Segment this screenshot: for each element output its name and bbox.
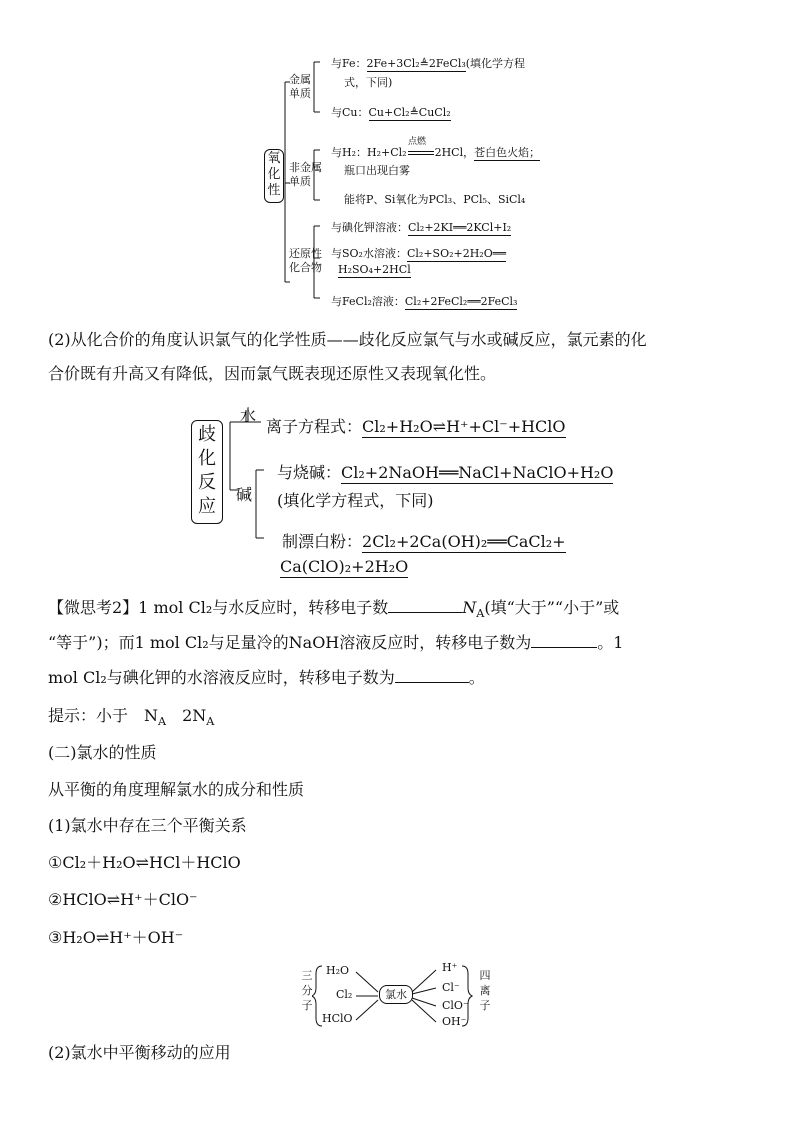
think-line3-text: mol Cl₂与碘化钾的水溶液反应时，转移电子数为 [48,668,395,687]
hint-text: 提示：小于 N [48,706,159,725]
three-molecules-label: 三分子 [301,969,313,1012]
so2-prefix: 与SO₂水溶液： [331,247,407,260]
so2-equation2: H₂SO₄+2HCl [338,263,411,276]
alkali-label: 碱 [236,485,253,504]
molecule-cl2: Cl₂ [336,988,353,1001]
equilibrium-3: ③H₂O⇌H⁺＋OH⁻ [48,928,184,947]
fe-note2: 式，下同) [344,76,393,89]
molecule-h2o: H₂O [326,964,350,977]
ion-line [266,414,566,437]
cu-prefix: 与Cu： [331,106,369,119]
molecule-hclo: HClO [322,1012,353,1025]
so2-line [331,245,506,261]
so2-line2 [338,263,411,276]
section-title: (二)氯水的性质 [48,743,157,762]
cu-line [331,104,451,120]
metal-label: 金属单质 [289,73,311,100]
tree1-root-label: 氧化性 [267,151,281,198]
fe-line [331,55,525,71]
h2-line [331,144,540,160]
think-line1 [48,598,619,624]
equilibrium-title: (1)氯水中存在三个平衡关系 [48,816,247,835]
para2-line1: (2)从化合价的角度认识氯气的化学性质——歧化反应氯气与水或碱反应，氯元素的化 [48,330,647,349]
think-line3-tail: 。 [468,668,485,687]
h2-line2: 瓶口出现白雾 [344,164,410,177]
h2-condition: 点燃 [408,137,427,147]
p-si-line: 能将P、Si氧化为PCl₃、PCl₅、SiCl₄ [344,193,526,206]
answer-blank-1[interactable] [388,612,462,613]
ion-equation: Cl₂+H₂O⇌H⁺+Cl⁻+HClO [362,417,566,436]
fe-prefix: 与Fe： [331,57,367,70]
bleach-line [282,529,566,552]
ion-clo: ClO⁻ [442,999,469,1012]
bleach-prefix: 制漂白粉： [282,532,363,551]
answer-blank-3[interactable] [395,682,469,683]
tree2-root-box [191,420,223,524]
four-ions-label: 四离子 [479,969,491,1012]
naoh-note: (填化学方程式，下同) [277,491,434,510]
naoh-equation: Cl₂+2NaOH══NaCl+NaClO+H₂O [341,463,614,482]
equilibrium-1: ①Cl₂＋H₂O⇌HCl＋HClO [48,853,241,872]
naoh-prefix: 与烧碱： [277,463,342,482]
think-line3 [48,668,485,688]
fecl2-line [331,293,517,309]
na-sub-1: A [476,607,485,621]
application-title: (2)氯水中平衡移动的应用 [48,1043,231,1062]
h2-flame: 苍白色火焰； [474,146,541,159]
naoh-line [277,460,613,483]
answer-blank-2[interactable] [531,647,597,648]
ki-prefix: 与碘化钾溶液： [331,221,408,234]
bleach-equation2: Ca(ClO)₂+2H₂O [280,557,409,576]
section-intro: 从平衡的角度理解氯水的成分和性质 [48,780,305,799]
para2-line2: 合价既有升高又有降低，因而氯气既表现还原性又表现氧化性。 [48,364,497,383]
think-line1-tail: (填“大于”“小于”或 [484,598,620,617]
fecl2-prefix: 与FeCl₂溶液： [331,295,405,308]
h2-product: 2HCl， [434,146,475,159]
fe-note: (填化学方程 [465,57,526,70]
center-label: 氯水 [385,988,407,1001]
hint-sub-2: A [206,715,215,729]
equilibrium-2: ②HClO⇌H⁺＋ClO⁻ [48,890,198,909]
hint-mid: 2N [166,706,207,725]
think-line2 [48,633,623,653]
think-line2-tail: 。1 [597,633,624,652]
ion-prefix: 离子方程式： [266,417,363,436]
ion-cl: Cl⁻ [442,981,460,994]
ion-h: H⁺ [442,961,458,974]
nonmetal-label: 非金属单质 [289,161,322,188]
bleach-line2 [280,557,408,576]
center-node [379,985,413,1004]
fecl2-equation: Cl₂+2FeCl₂══2FeCl₃ [404,295,518,308]
cu-equation: Cu+Cl₂≜CuCl₂ [368,106,451,119]
water-label: 水 [240,406,257,425]
think-line1-text: 【微思考2】1 mol Cl₂与水反应时，转移电子数 [48,598,389,617]
na-symbol-1: N [462,598,477,617]
hint-sub-1: A [158,715,167,729]
ki-equation: Cl₂+2KI══2KCl+I₂ [408,221,512,234]
so2-equation: Cl₂+SO₂+2H₂O══ [406,247,506,260]
h2-prefix: 与H₂：H₂+Cl₂ [331,146,407,159]
reducing-label: 还原性化合物 [289,247,322,274]
tree2-root-label: 歧化反应 [198,424,216,517]
fe-equation: 2Fe+3Cl₂≜2FeCl₃ [366,57,466,70]
ki-line [331,219,511,235]
bleach-equation: 2Cl₂+2Ca(OH)₂══CaCl₂+ [362,532,566,551]
tree1-root-box [264,149,284,203]
hint-line [48,706,214,732]
ion-oh: OH⁻ [442,1015,467,1028]
think-line2-text: “等于”)；而1 mol Cl₂与足量冷的NaOH溶液反应时，转移电子数为 [48,633,532,652]
